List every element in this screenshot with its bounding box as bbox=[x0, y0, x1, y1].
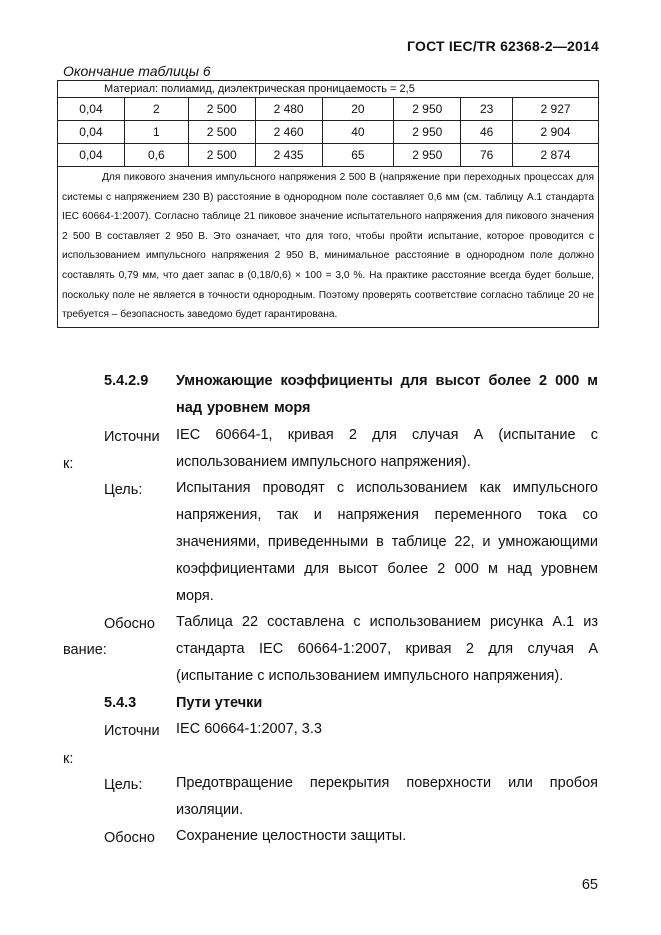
table-cell: 2 500 bbox=[188, 98, 255, 121]
material-row: Материал: полиамид, диэлектрическая проницаемость = 2,5 bbox=[58, 81, 599, 98]
goal-label: Цель: bbox=[104, 777, 143, 793]
page-number: 65 bbox=[581, 877, 598, 893]
table-row bbox=[58, 144, 599, 167]
table-cell: 2 950 bbox=[394, 98, 461, 121]
table-caption: Окончание таблицы 6 bbox=[63, 63, 211, 79]
table-cell: 76 bbox=[461, 144, 513, 167]
section-number: 5.4.2.9 bbox=[104, 373, 149, 389]
table-cell: 1 bbox=[124, 121, 188, 144]
source-text: IEC 60664-1:2007, 3.3 bbox=[176, 721, 322, 737]
table-cell: 0,6 bbox=[124, 144, 188, 167]
section-title: Умножающие коэффициенты для высот более 2 000 м над уровнем моря bbox=[176, 373, 598, 416]
table-cell: 2 950 bbox=[394, 144, 461, 167]
goal-text: Испытания проводят с использованием как импульсного напряжения, так и напряжения переменного тока со значениями, приведенными в таблице 22, и умножающими коэффициентами для высот более 2 000 м над уровнем моря. bbox=[176, 480, 598, 604]
rationale-label-wrap: вание: bbox=[63, 642, 107, 658]
table-cell: 2 904 bbox=[513, 121, 599, 144]
table-cell: 2 435 bbox=[255, 144, 322, 167]
goal-label: Цель: bbox=[104, 482, 143, 498]
table-cell: 0,04 bbox=[58, 121, 125, 144]
source-text: IEC 60664-1, кривая 2 для случая А (испытание с использованием импульсного напряжения). bbox=[176, 427, 598, 470]
table-cell: 20 bbox=[322, 98, 394, 121]
table-cell: 2 460 bbox=[255, 121, 322, 144]
table-note-text: Для пикового значения импульсного напряжения 2 500 В (напряжение при переходных процессах для системы с напряжением 230 В) расстояние в однородном поле составляет 0,6 мм (см. таблицу А.1 стандарта IEC 60664-1:2007). Согласно таблице 21 пиковое значение испытательного напряжения для пикового значения 2 500 В составляет 2 950 В. Это означает, что для того, чтобы пройти испытание, которое проводится с использованием импульсного напряжения 2 950 В, минимальное расстояние в однородном поле должно составлять 0,79 мм, что дает запас в (0,18/0,6) × 100 = 3,0 %. На практике расстояние всегда будет больше, поскольку поле не является в точности однородным. Поэтому проверять соответствие согласно таблице 20 не требуется – безопасность заведомо будет гарантирована. bbox=[62, 172, 594, 321]
table-cell: 40 bbox=[322, 121, 394, 144]
table-cell: 2 874 bbox=[513, 144, 599, 167]
table-cell: 0,04 bbox=[58, 98, 125, 121]
table-cell: 2 950 bbox=[394, 121, 461, 144]
source-label-wrap: к: bbox=[63, 456, 74, 472]
section-title: Пути утечки bbox=[176, 695, 263, 711]
table-cell: 23 bbox=[461, 98, 513, 121]
table-cell: 2 500 bbox=[188, 121, 255, 144]
rationale-label: Обосно bbox=[104, 830, 155, 846]
table-cell: 2 bbox=[124, 98, 188, 121]
table-cell: 2 480 bbox=[255, 98, 322, 121]
rationale-label: Обосно bbox=[104, 616, 155, 632]
table-cell: 65 bbox=[322, 144, 394, 167]
source-label-wrap: к: bbox=[63, 751, 74, 767]
table-row bbox=[58, 98, 599, 121]
rationale-text: Таблица 22 составлена с использованием рисунка А.1 из стандарта IEC 60664-1:2007, кривая 2 для случая А (испытание с использованием импульсного напряжения). bbox=[176, 614, 598, 684]
table-cell: 0,04 bbox=[58, 144, 125, 167]
table-cell: 2 500 bbox=[188, 144, 255, 167]
section-number: 5.4.3 bbox=[104, 695, 137, 711]
source-label: Источни bbox=[104, 723, 160, 739]
table-note bbox=[58, 167, 599, 328]
source-label: Источни bbox=[104, 429, 160, 445]
data-table bbox=[57, 80, 599, 328]
table-cell: 2 927 bbox=[513, 98, 599, 121]
document-header: ГОСТ IEC/TR 62368-2—2014 bbox=[407, 38, 599, 54]
rationale-text: Сохранение целостности защиты. bbox=[176, 828, 407, 844]
table-row bbox=[58, 121, 599, 144]
goal-text: Предотвращение перекрытия поверхности или пробоя изоляции. bbox=[176, 775, 598, 818]
table-cell: 46 bbox=[461, 121, 513, 144]
